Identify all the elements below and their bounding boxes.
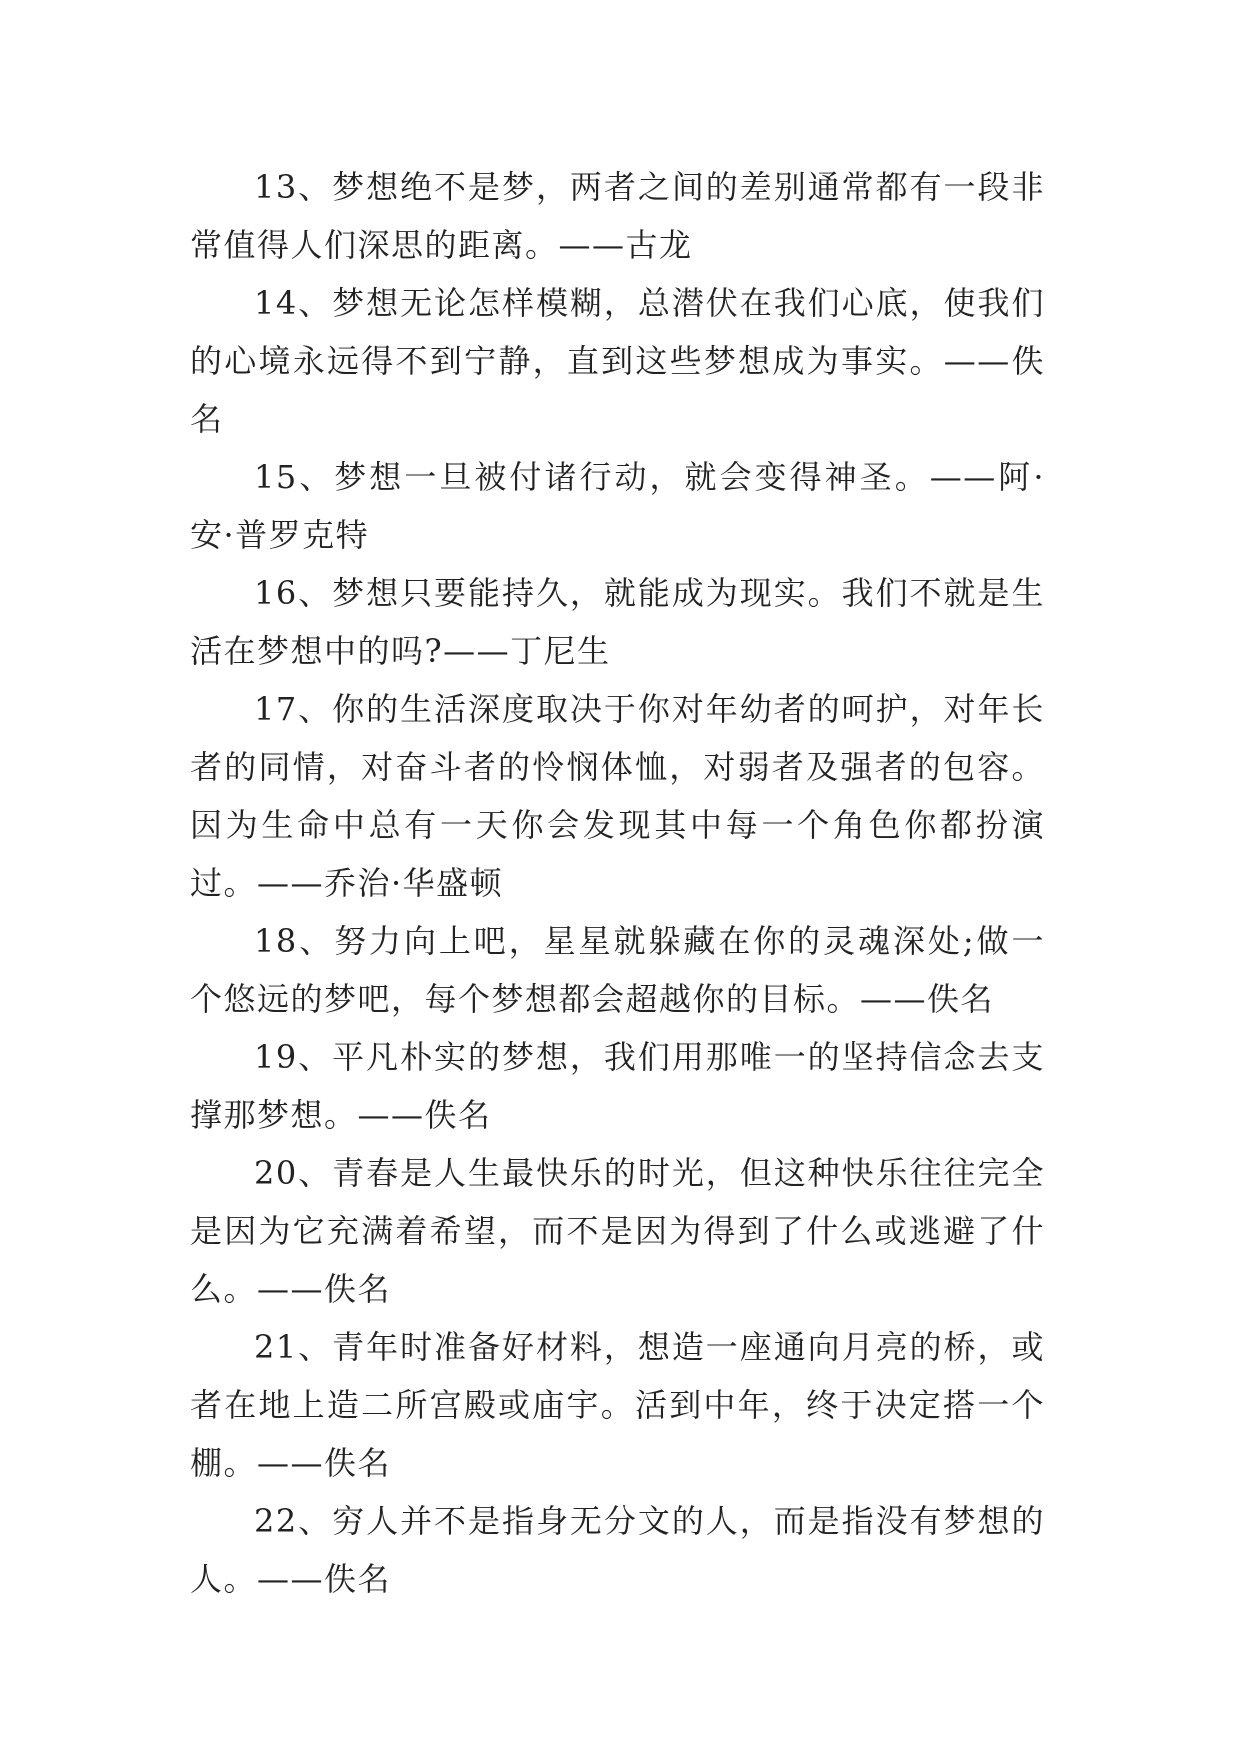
quote-paragraph-15: 15、梦想一旦被付诸行动，就会变得神圣。——阿·安·普罗克特 [190, 458, 1045, 554]
quote-paragraph-17: 17、你的生活深度取决于你对年幼者的呵护，对年长者的同情，对奋斗者的怜悯体恤，对弱者及强者的包容。因为生命中总有一天你会发现其中每一个角色你都扮演过。——乔治·华盛顿 [190, 690, 1045, 902]
quote-paragraph-22: 22、穷人并不是指身无分文的人，而是指没有梦想的人。——佚名 [190, 1502, 1045, 1598]
quote-paragraph-20: 20、青春是人生最快乐的时光，但这种快乐往往完全是因为它充满着希望，而不是因为得到了什么或逃避了什么。——佚名 [190, 1154, 1045, 1308]
document-body [190, 158, 1045, 1608]
quote-paragraph-18: 18、努力向上吧，星星就躲藏在你的灵魂深处;做一个悠远的梦吧，每个梦想都会超越你的目标。——佚名 [190, 922, 1045, 1018]
quote-paragraph-13: 13、梦想绝不是梦，两者之间的差别通常都有一段非常值得人们深思的距离。——古龙 [190, 168, 1045, 264]
quote-paragraph-21: 21、青年时准备好材料，想造一座通向月亮的桥，或者在地上造二所宫殿或庙宇。活到中年，终于决定搭一个棚。——佚名 [190, 1328, 1045, 1482]
quote-paragraph-14: 14、梦想无论怎样模糊，总潜伏在我们心底，使我们的心境永远得不到宁静，直到这些梦想成为事实。——佚名 [190, 284, 1045, 438]
quote-paragraph-16: 16、梦想只要能持久，就能成为现实。我们不就是生活在梦想中的吗?——丁尼生 [190, 574, 1045, 670]
quote-paragraph-19: 19、平凡朴实的梦想，我们用那唯一的坚持信念去支撑那梦想。——佚名 [190, 1038, 1045, 1134]
